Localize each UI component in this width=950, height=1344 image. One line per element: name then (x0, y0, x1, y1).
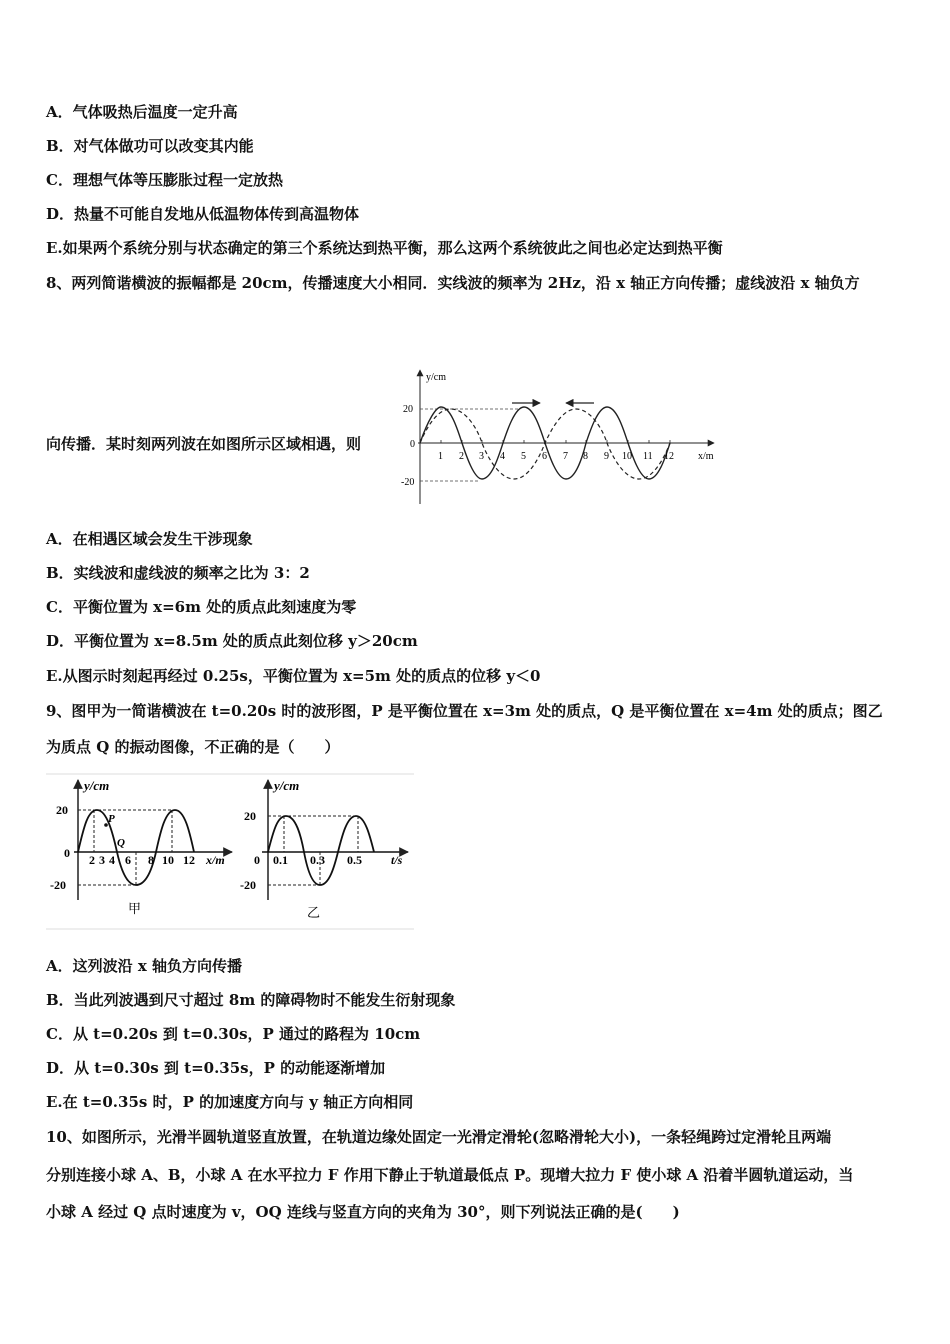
q9-y-label: y/cm (274, 778, 300, 793)
q9-x-tick: 12 (183, 853, 195, 867)
q9-fig-yi (240, 778, 408, 920)
q7-option-e: E.如果两个系统分别与状态确定的第三个系统达到热平衡，那么这两个系统彼此之间也必定达到热平衡 (46, 239, 723, 257)
q9-x-tick: 0.1 (273, 853, 288, 867)
q9-figures (44, 772, 416, 932)
q9-option-d: D．从 t=0.30s 到 t=0.35s，P 的动能逐渐增加 (46, 1059, 386, 1077)
q8-x-tick: 3 (479, 451, 484, 462)
q9-caption-jia: 甲 (128, 901, 142, 916)
q9-x-tick: 6 (125, 853, 131, 867)
q8-x-tick: 6 (542, 451, 547, 462)
q9-option-b: B．当此列波遇到尺寸超过 8m 的障碍物时不能发生衍射现象 (46, 991, 456, 1009)
q9-label-q: Q (117, 837, 125, 849)
q8-x-tick: 8 (583, 451, 588, 462)
q9-x-tick: 2 (89, 853, 95, 867)
q8-x-tick: 12 (664, 451, 674, 462)
q9-x-tick: 4 (109, 853, 115, 867)
q8-x-tick: 7 (563, 451, 568, 462)
q8-option-e: E.从图示时刻起再经过 0.25s，平衡位置为 x=5m 处的质点的位移 y＜0 (46, 667, 541, 685)
q7-option-d: D．热量不可能自发地从低温物体传到高温物体 (46, 205, 360, 223)
q8-dashed-wave (420, 409, 670, 479)
q8-stem-line2: 向传播．某时刻两列波在如图所示区域相遇，则 (46, 435, 362, 453)
q8-x-tick: 1 (438, 451, 443, 462)
q7-option-a: A．气体吸热后温度一定升高 (46, 103, 238, 121)
q8-x-tick: 5 (521, 451, 526, 462)
q8-x-label: x/m (698, 451, 714, 462)
q8-x-tick: 9 (604, 451, 609, 462)
q9-y-tick: -20 (50, 878, 66, 892)
q8-y-tick: -20 (401, 477, 415, 488)
q8-stem-line1: 8、两列简谐横波的振幅都是 20cm，传播速度大小相同．实线波的频率为 2Hz，沿 x 轴正方向传播；虚线波沿 x 轴负方 (46, 274, 860, 292)
q9-x-tick: 10 (162, 853, 174, 867)
q9-option-c: C．从 t=0.20s 到 t=0.30s，P 通过的路程为 10cm (46, 1025, 421, 1043)
q9-option-a: A．这列波沿 x 轴负方向传播 (46, 957, 243, 975)
q8-x-tick: 10 (622, 451, 632, 462)
q8-option-a: A．在相遇区域会发生干涉现象 (46, 530, 253, 548)
q8-x-tick: 11 (643, 451, 653, 462)
q9-caption-yi: 乙 (307, 905, 321, 920)
q9-stem-line2: 为质点 Q 的振动图像，不正确的是（ ） (46, 738, 340, 756)
q7-option-b: B．对气体做功可以改变其内能 (46, 137, 254, 155)
q10-stem-line1: 10、如图所示，光滑半圆轨道竖直放置，在轨道边缘处固定一光滑定滑轮(忽略滑轮大小)，一条轻绳跨过定滑轮且两端 (46, 1128, 832, 1146)
q8-option-b: B．实线波和虚线波的频率之比为 3：2 (46, 564, 310, 582)
q8-wave-figure (395, 365, 725, 510)
q9-y-tick: 0 (254, 853, 260, 867)
q9-x-tick: 0.3 (310, 853, 325, 867)
q9-option-e: E.在 t=0.35s 时，P 的加速度方向与 y 轴正方向相同 (46, 1093, 414, 1111)
q10-stem-line3: 小球 A 经过 Q 点时速度为 v，OQ 连线与竖直方向的夹角为 30°，则下列说法正确的是( ) (46, 1203, 680, 1221)
q9-fig-jia (50, 778, 232, 916)
q9-y-tick: 20 (56, 803, 68, 817)
q8-x-tick: 4 (500, 451, 505, 462)
q9-x-label: x/m (206, 853, 225, 867)
q9-y-tick: 0 (64, 846, 70, 860)
q8-x-tick: 2 (459, 451, 464, 462)
q9-stem-line1: 9、图甲为一简谐横波在 t=0.20s 时的波形图，P 是平衡位置在 x=3m 处的质点，Q 是平衡位置在 x=4m 处的质点；图乙 (46, 702, 883, 720)
q10-stem-line2: 分别连接小球 A、B，小球 A 在水平拉力 F 作用下静止于轨道最低点 P。现增大拉力 F 使小球 A 沿着半圆轨道运动，当 (46, 1166, 854, 1184)
q9-y-label: y/cm (84, 778, 110, 793)
q9-y-tick: -20 (240, 878, 256, 892)
q9-y-tick: 20 (244, 809, 256, 823)
q9-x-tick: 3 (99, 853, 105, 867)
q8-option-d: D．平衡位置为 x=8.5m 处的质点此刻位移 y＞20cm (46, 632, 418, 650)
q9-x-tick: 8 (148, 853, 154, 867)
q8-option-c: C．平衡位置为 x=6m 处的质点此刻速度为零 (46, 598, 357, 616)
q7-option-c: C．理想气体等压膨胀过程一定放热 (46, 171, 283, 189)
q8-y-tick: 0 (410, 439, 415, 450)
q9-label-p: P (108, 813, 115, 825)
q8-y-tick: 20 (403, 404, 413, 415)
q8-y-label: y/cm (426, 372, 446, 383)
q9-x-tick: 0.5 (347, 853, 362, 867)
q9-x-label: t/s (391, 853, 403, 867)
